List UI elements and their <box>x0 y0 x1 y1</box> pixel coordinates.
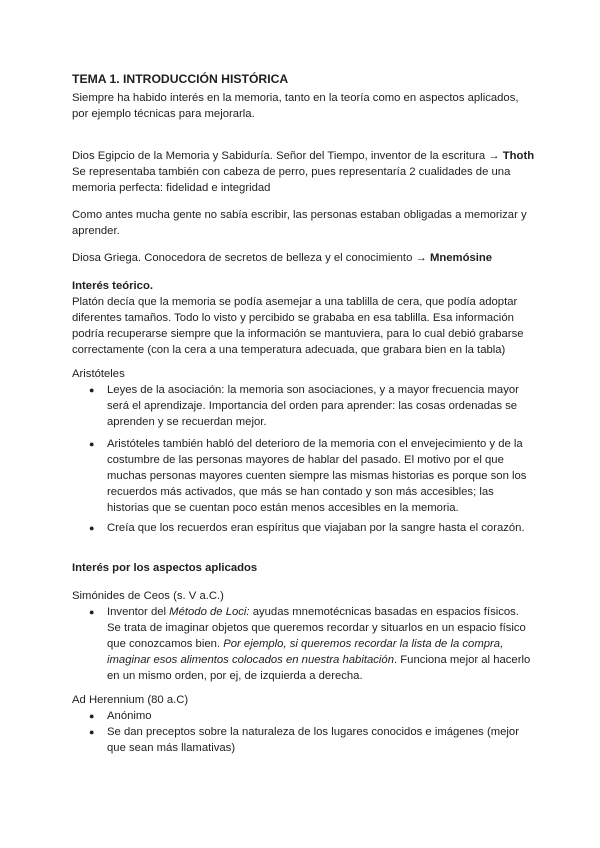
list-item <box>107 604 537 684</box>
list-item <box>107 520 537 536</box>
list-item <box>107 436 537 516</box>
text-run: que conozcamos bien. <box>107 638 224 650</box>
section-heading: Interés teórico. <box>72 280 153 292</box>
mnemosine-description: Diosa Griega. Conocedora de secretos de belleza y el conocimiento → <box>72 252 430 264</box>
bullet-icon: ● <box>89 439 95 449</box>
section-heading: Interés por los aspectos aplicados <box>72 562 258 574</box>
text-line: Aristóteles también habló del deterioro de la memoria con el envejecimiento y de la <box>107 438 523 450</box>
mnemosine-name: Mnemósine <box>429 252 493 264</box>
text-line: muchas personas mayores cuenten siempre las mismas historias es porque son los <box>107 470 527 482</box>
list-item <box>107 708 537 724</box>
text-line: costumbre de las personas mayores de hablar del pasado. El motivo por el que <box>107 454 504 466</box>
text-line: aprender. <box>72 225 120 237</box>
text-line: recuerdos más activados, que más se han contado y son más accesibles; las <box>107 486 494 498</box>
text-run: Inventor del <box>107 606 170 618</box>
text-run: ayudas mnemotécnicas basadas en espacios físicos. <box>249 606 519 618</box>
text-line: correctamente (con la cera a una temperatura adecuada, que grabara bien en la tabla) <box>72 344 506 356</box>
theory-section <box>72 278 532 358</box>
mnemosine-paragraph <box>72 250 532 266</box>
thoth-description: Dios Egipcio de la Memoria y Sabiduría. Señor del Tiempo, inventor de la escritura → <box>72 150 503 162</box>
bullet-icon: ● <box>89 727 95 737</box>
text-line: podría recuperarse siempre que la información se mantuviera, para lo cual debió grabarse <box>72 328 524 340</box>
text-line <box>107 652 537 668</box>
section-heading: Ad Herennium (80 a.C) <box>72 694 189 706</box>
text-line: Se representaba también con cabeza de perro, pues representaría 2 cualidades de una <box>72 166 511 178</box>
text-line: Se trata de imaginar objetos que queremos recordar y situarlos en un espacio físico <box>107 622 526 634</box>
intro-paragraph <box>72 90 532 122</box>
text-line <box>107 604 537 620</box>
text-line: aprenden y se recuerdan mejor. <box>107 416 267 428</box>
memorize-paragraph <box>72 207 532 239</box>
text-line: Como antes mucha gente no sabía escribir, las personas estaban obligadas a memorizar y <box>72 209 527 221</box>
bullet-icon: ● <box>89 711 95 721</box>
text-line <box>72 148 535 164</box>
list-item <box>107 724 537 756</box>
list-item <box>107 382 537 430</box>
example-text: Por ejemplo, si queremos recordar la lista de la compra, <box>223 638 504 650</box>
text-line: Siempre ha habido interés en la memoria, tanto en la teoría como en aspectos aplicados, <box>72 92 519 104</box>
example-text: imaginar esos alimentos colocados en nuestra habitación <box>107 654 394 666</box>
bullet-icon: ● <box>89 385 95 395</box>
section-heading: Simónides de Ceos (s. V a.C.) <box>72 590 224 602</box>
text-line <box>72 250 532 266</box>
bullet-icon: ● <box>89 607 95 617</box>
text-line: será el aprendizaje. Importancia del orden para aprender: las cosas ordenadas se <box>107 400 518 412</box>
text-line: por ejemplo técnicas para mejorarla. <box>72 108 255 120</box>
text-line <box>107 636 537 652</box>
text-line: en un mismo orden, por ej, de izquierda a derecha. <box>107 670 363 682</box>
thoth-name: Thoth <box>502 150 535 162</box>
text-line: memoria perfecta: fidelidad e integridad <box>72 182 271 194</box>
thoth-paragraph <box>72 148 535 196</box>
page-title: TEMA 1. INTRODUCCIÓN HISTÓRICA <box>72 72 289 86</box>
text-line: Creía que los recuerdos eran espíritus que viajaban por la sangre hasta el corazón. <box>107 522 525 534</box>
text-line: Anónimo <box>107 710 152 722</box>
method-name: Método de Loci: <box>169 606 250 618</box>
text-line: Leyes de la asociación: la memoria son asociaciones, y a mayor frecuencia mayor <box>107 384 519 396</box>
section-heading: Aristóteles <box>72 368 125 380</box>
text-run: . Funciona mejor al hacerlo <box>393 654 531 666</box>
bullet-icon: ● <box>89 523 95 533</box>
text-line: historias que se cuentan poco están menos accesibles en la memoria. <box>107 502 459 514</box>
text-line: Se dan preceptos sobre la naturaleza de los lugares conocidos e imágenes (mejor <box>107 726 519 738</box>
text-line: que sean más llamativas) <box>107 742 236 754</box>
text-line: diferentes tamaños. Todo lo visto y percibido se grababa en esa tablilla. Esa información <box>72 312 514 324</box>
text-line: Platón decía que la memoria se podía asemejar a una tablilla de cera, que podía adoptar <box>72 296 518 308</box>
